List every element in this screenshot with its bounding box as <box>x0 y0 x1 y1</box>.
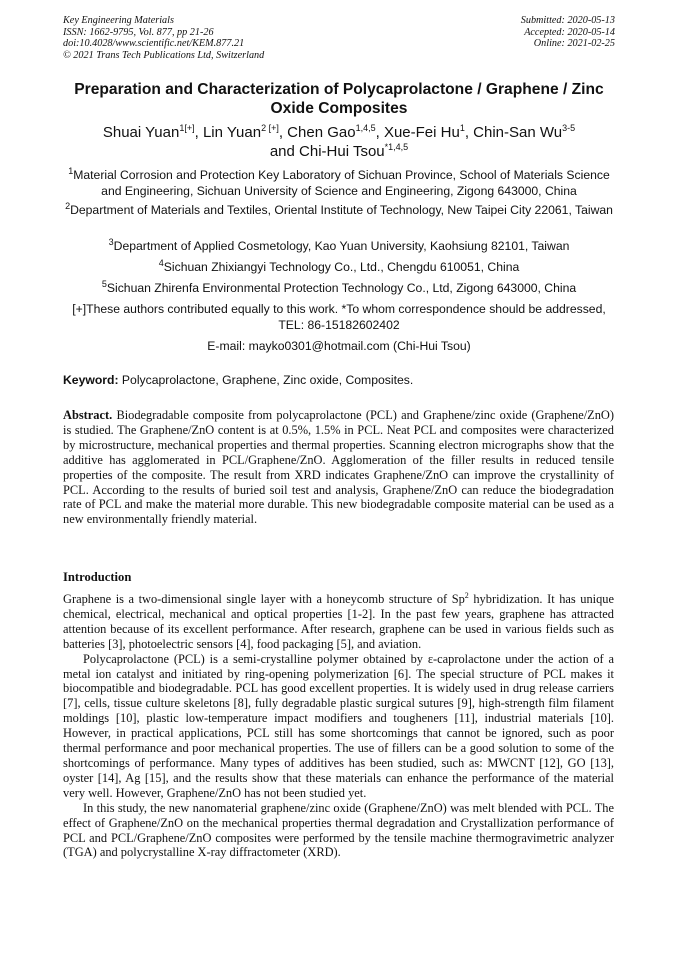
submitted-date: Submitted: 2020-05-13 <box>520 15 615 26</box>
online-date: Online: 2021-02-25 <box>533 38 615 50</box>
author-name: Chen Gao <box>287 124 356 141</box>
author-affiliation-mark: 2 [+] <box>261 123 279 133</box>
affiliation-3 <box>60 236 618 255</box>
affiliation-number: 4 <box>158 257 164 268</box>
affiliation-number: 3 <box>108 236 114 247</box>
copyright-line: © 2021 Trans Tech Publications Ltd, Switzerland <box>63 49 265 61</box>
affiliation-text: Sichuan Zhirenfa Environmental Protection Technology Co., Ltd, Zigong 643000, China <box>106 281 577 295</box>
author-name: Lin Yuan <box>202 124 262 141</box>
doi-line: doi:10.4028/www.scientific.net/KEM.877.21 <box>63 38 245 50</box>
intro-paragraph-3: In this study, the new nanomaterial graphene/zinc oxide (Graphene/ZnO) was melt blended with PCL. The effect of Graphene/ZnO on the mechanical properties thermal degradation and Crystallization performance of PCL and PCL/Graphene/ZnO composites were performed by the tensile machine thermogravimetric analyzer (TGA) and polycrystalline X-ray diffractometer (XRD). <box>63 800 614 860</box>
superscript: 2 <box>464 590 469 600</box>
paper-title: Preparation and Characterization of Polycaprolactone / Graphene / Zinc Oxide Composites <box>74 81 604 117</box>
keyword-label: Keyword: <box>63 373 119 387</box>
author-name: Xue-Fei Hu <box>383 124 460 141</box>
contact-email: E-mail: mayko0301@hotmail.com (Chi-Hui Tsou) <box>207 339 471 353</box>
author-affiliation-mark: *1,4,5 <box>384 142 409 152</box>
affiliation-text: Material Corrosion and Protection Key Laboratory of Sichuan Province, School of Materials Science and Engineering, Sichuan University of Science and Engineering, Zigong 643000, China <box>73 168 610 198</box>
affiliation-number: 1 <box>68 165 74 176</box>
affiliation-1 <box>60 165 618 200</box>
author-name: Shuai Yuan <box>102 124 180 141</box>
author-affiliation-mark: 3-5 <box>562 123 576 133</box>
affiliation-5 <box>60 278 618 297</box>
intro-p1-text-cont: hybridization. It has unique chemical, electrical, mechanical and optical properties [1-2]. In the past few years, graphene has attracted attention because of its excellent performance. After research, graphene can be used in various fields such as batteries [3], photoelectric sensors [4], food packaging [5], and aviation. <box>63 592 614 651</box>
keywords <box>63 373 413 388</box>
intro-paragraph-2: Polycaprolactone (PCL) is a semi-crystalline polymer obtained by ε-caprolactone under the action of a metal ion catalyst and initiated by ring-opening polymerization [6]. The special structure of PCL makes it biocompatible and biodegradable. PCL has good excellent properties. It is widely used in drug release carriers [7], cells, tissue culture skeletons [8], fully degradable plastic surgical sutures [9], high-strength film filament moldings [10], plastic low-temperature impact modifiers and tougheners [11], industrial materials [10]. However, in practical applications, PCL still has some shortcomings that cannot be ignored, such as poor thermal performance and poor mechanical properties. The use of fillers can be a good solution to some of the shortcomings of performance. Many types of additives has been studied, such as: MWCNT [12], GO [13], oyster [14], Ag [15], and the results show that these materials can enhance the performance of the material very well. However, Graphene/ZnO has not been studied yet. <box>63 651 614 800</box>
author-name: Chi-Hui Tsou <box>299 143 385 160</box>
author-affiliation-mark: 1,4,5 <box>355 123 376 133</box>
introduction-body <box>63 592 614 860</box>
affiliation-text: Sichuan Zhixiangyi Technology Co., Ltd., Chengdu 610051, China <box>163 260 520 274</box>
affiliation-text: Department of Materials and Textiles, Oriental Institute of Technology, New Taipei City 22061, Taiwan <box>70 203 613 217</box>
author-affiliation-mark: 1[+] <box>179 123 195 133</box>
journal-name: Key Engineering Materials <box>63 15 174 26</box>
section-heading-introduction: Introduction <box>63 570 132 584</box>
affiliation-number: 5 <box>101 278 107 289</box>
affiliation-number: 2 <box>65 200 71 211</box>
correspondence-note: [+]These authors contributed equally to this work. *To whom correspondence should be addressed, TEL: 86-15182602402 <box>72 302 606 332</box>
abstract <box>63 408 614 527</box>
author-name: Chin-San Wu <box>473 124 563 141</box>
affiliation-4 <box>60 257 618 276</box>
issn-line: ISSN: 1662-9795, Vol. 877, pp 21-26 <box>63 26 214 38</box>
author-list: Shuai Yuan$^{1[+]}$, Lin Yuan$^{2 [+]}$, Chen Gao$^{1,4,5}$, Xue-Fei Hu$^1$, Chin-San Wu$^{3-5}$ and Chi-Hui Tsou$^{*1,4,5}$ <box>102 123 576 160</box>
journal-info <box>63 15 264 61</box>
affiliation-text: Department of Applied Cosmetology, Kao Yuan University, Kaohsiung 82101, Taiwan <box>113 239 570 253</box>
keyword-text: Polycaprolactone, Graphene, Zinc oxide, Composites. <box>118 373 414 387</box>
affiliation-2 <box>60 200 618 219</box>
intro-p1-text: Graphene is a two-dimensional single layer with a honeycomb structure of Sp <box>63 592 465 606</box>
abstract-label: Abstract. <box>63 408 113 422</box>
abstract-text: Biodegradable composite from polycaprolactone (PCL) and Graphene/zinc oxide (Graphene/ZnO) is studied. The Graphene/ZnO content is at 0.5%, 1.5% in PCL. Neat PCL and composites were characterized by microstructure, mechanical properties and thermal properties. Scanning electron micrographs show that the additive has agglomerated in PCL/Graphene/ZnO. Agglomeration of the filler results in reduced tensile properties of the composite. The result from XRD indicates Graphene/ZnO can improve the crystallinity of PCL. According to the results of buried soil test and analysis, Graphene/ZnO can reduce the biodegradation rate of PCL and make the material more durable. This new biodegradable composite material can be used as a new environmentally friendly material. <box>63 408 614 527</box>
accepted-date: Accepted: 2020-05-14 <box>524 26 615 38</box>
dates-info <box>521 15 615 50</box>
intro-paragraph-1 <box>63 592 614 652</box>
author-affiliation-mark: 1 <box>459 123 465 133</box>
